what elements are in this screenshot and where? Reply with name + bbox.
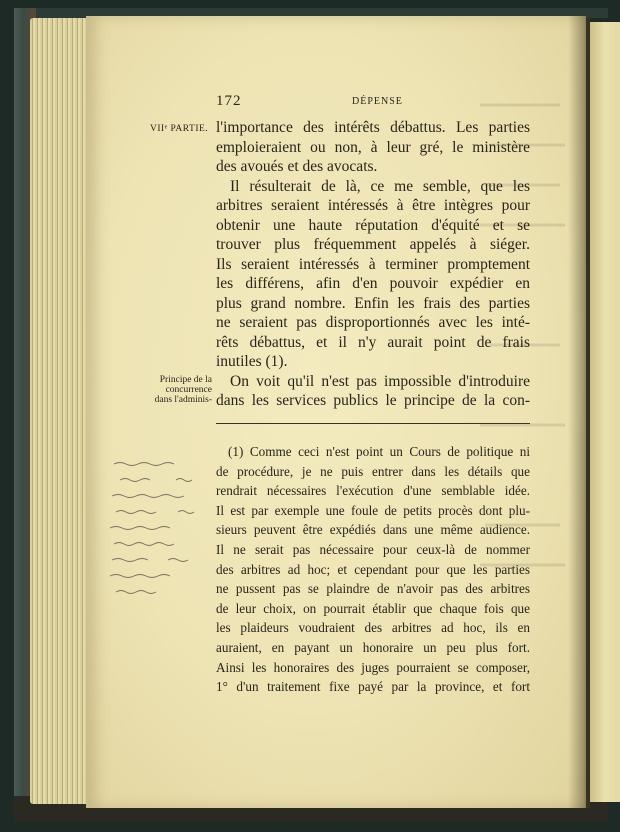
footnote-line: Il ne serait pas nécessaire pour ceux-là de nommer [216, 541, 530, 557]
footnote-line: les plaideurs voudraient des arbitres ad hoc, ils en [216, 620, 530, 636]
margin-note-line: dans l'adminis- [154, 395, 212, 405]
margin-part-label: VIIᵉ PARTIE. [150, 124, 209, 134]
body-line: l'importance des intérêts débattus. Les parties [216, 119, 530, 136]
footnote-line: ne pussent pas se plaindre de n'avoir pas des arbitres [216, 581, 530, 597]
body-line: rêts débattus, et il n'y aurait point de frais [216, 333, 530, 351]
spine-shadow [568, 16, 590, 808]
handwritten-annotation [106, 458, 206, 618]
body-line: inutiles (1). [216, 353, 288, 370]
body-text [216, 118, 530, 411]
footnote-line: 1° d'un traitement fixe payé par la province, et fort [216, 679, 530, 695]
page-number: 172 [216, 93, 242, 109]
footnote-line: de procédure, je ne puis entrer dans les détails que [216, 463, 530, 479]
body-line: dans les services publics le principe de la con- [216, 392, 530, 409]
facing-page-edge [590, 22, 620, 802]
footnote-line: sieurs peuvent être expédiés dans une même audience. [216, 522, 530, 538]
margin-note-line: concurrence [165, 385, 212, 395]
body-line: Il résulterait de là, ce me semble, que les [230, 177, 530, 195]
body-line: obtenir une haute réputation d'équité et se [216, 216, 530, 234]
footnote-line: rendrait nécessaires l'exécution d'une semblable idée. [216, 483, 530, 499]
page-edges [30, 18, 88, 804]
body-line: arbitres seraient intéressés à être intègres pour [216, 197, 530, 214]
body-line: ne seraient pas disproportionnés avec les inté- [216, 314, 530, 331]
footnote-line: (1) Comme ceci n'est point un Cours de politique ni [228, 444, 530, 459]
margin-note [140, 375, 212, 405]
page-header [216, 93, 516, 113]
body-line: On voit qu'il n'est pas impossible d'introduire [230, 372, 530, 390]
running-title: DÉPENSE [352, 96, 403, 107]
margin-note-line: Principe de la [159, 375, 212, 385]
body-line: des avoués et des avocats. [216, 158, 378, 175]
footnote-line: Ainsi les honoraires des juges pourraient se composer, [216, 659, 530, 675]
footnote-line: de leur choix, on pourrait établir que chaque fois que [216, 600, 530, 616]
body-line: trouver plus fréquemment appelés à siéger. [216, 236, 530, 253]
body-line: Ils seraient intéressés à terminer promptement [216, 255, 530, 273]
body-line: les différens, afin d'en pouvoir expédier en [216, 275, 530, 292]
footnote-line: des arbitres ad hoc; et cependant pour que les parties [216, 561, 530, 577]
body-line: plus grand nombre. Enfin les frais des parties [216, 294, 530, 312]
body-line: emploieraient ou non, à leur gré, le ministère [216, 138, 530, 156]
footnote-line: auraient, en payant un honoraire un peu plus fort. [216, 639, 530, 655]
footnote-rule [216, 423, 530, 424]
footnote-line: Il est par exemple une foule de petits procès dont plu- [216, 502, 530, 518]
footnote [216, 442, 530, 697]
